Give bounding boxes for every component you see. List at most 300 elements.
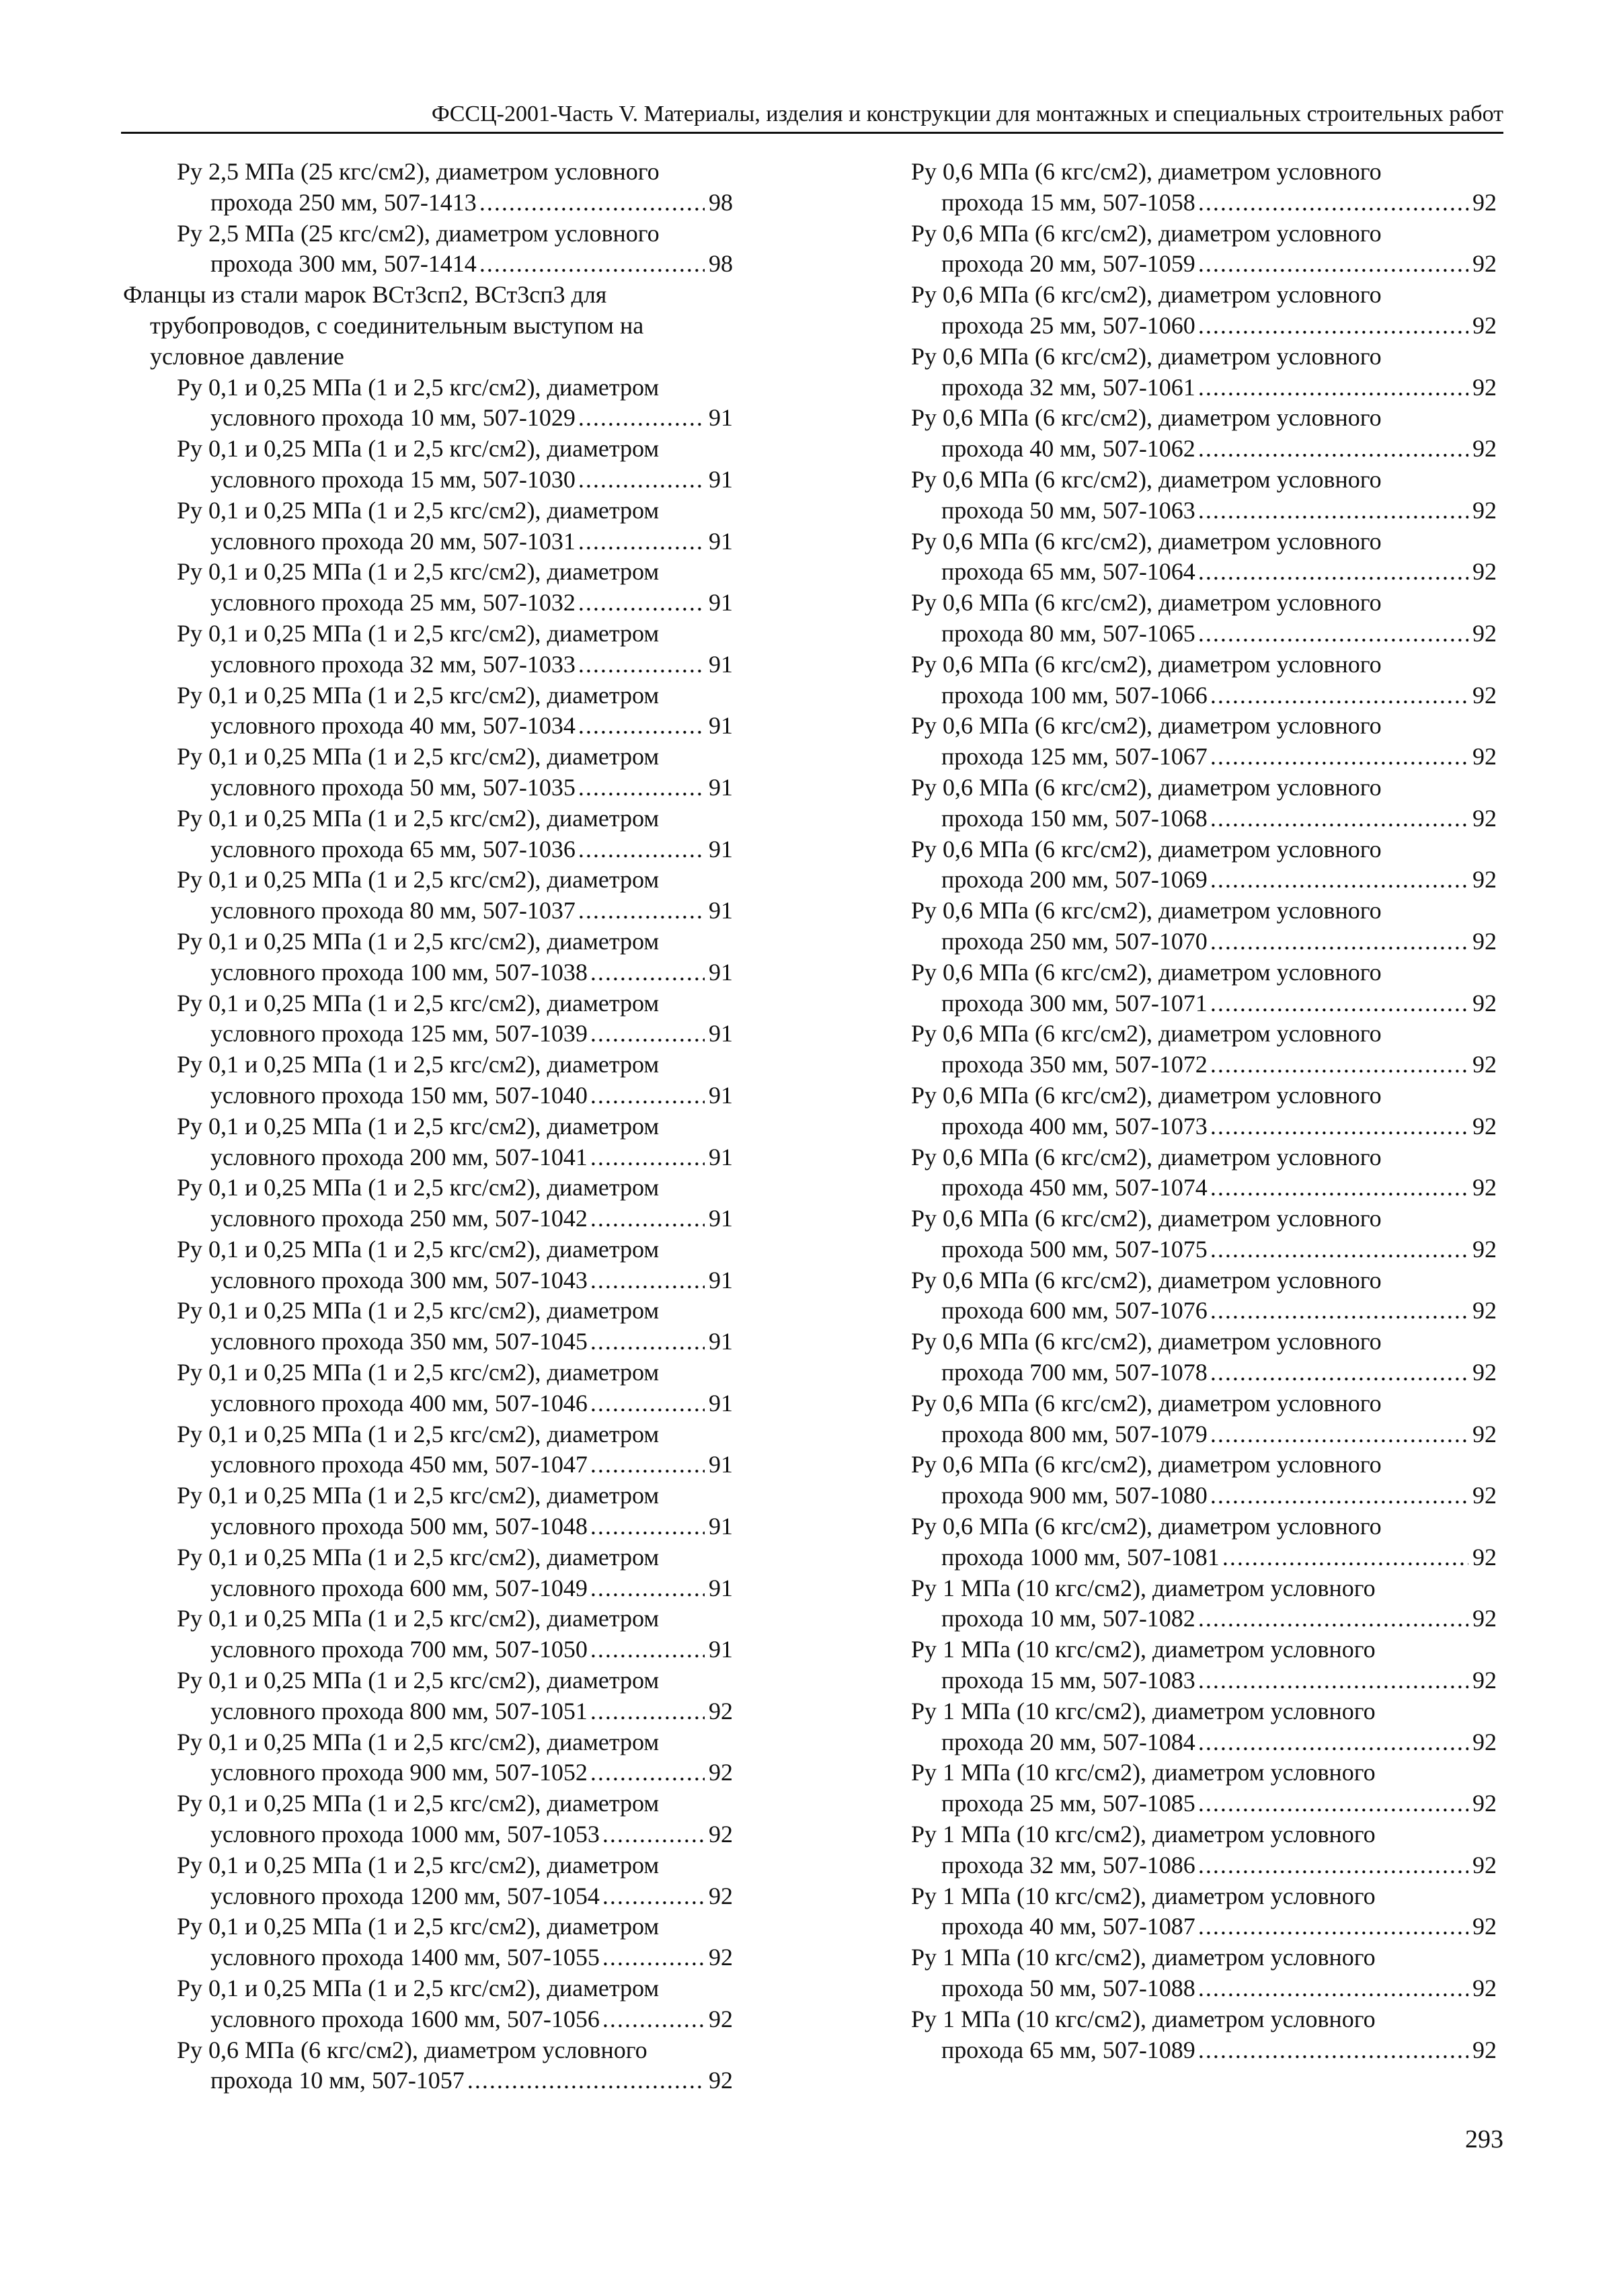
- index-entry-detail-text: прохода 15 мм, 507-1058: [941, 188, 1195, 216]
- dot-leader: [1210, 742, 1468, 773]
- index-entry: [901, 957, 1497, 1019]
- index-entry: [901, 1696, 1497, 1758]
- dot-leader: [1198, 2035, 1468, 2066]
- index-entry-page: 92: [1472, 1112, 1497, 1140]
- index-entry-page: 91: [709, 404, 733, 432]
- index-entry: [901, 773, 1497, 834]
- dot-leader: [590, 1203, 705, 1234]
- dot-leader: [590, 1142, 705, 1173]
- index-entry-title: Ру 0,6 МПа (6 кгс/см2), диаметром условного: [911, 835, 1382, 863]
- index-entry-detail-text: условного прохода 150 мм, 507-1040: [210, 1081, 588, 1109]
- index-entry: [901, 834, 1497, 896]
- index-entry-detail: [123, 2004, 733, 2035]
- index-entry-detail: [123, 1819, 733, 1850]
- index-entry-detail: [123, 834, 733, 865]
- index-entry: [123, 557, 733, 619]
- dot-leader: [578, 834, 705, 865]
- dot-leader: [602, 1881, 705, 1912]
- index-entry-detail-text: прохода 200 мм, 507-1069: [941, 866, 1208, 894]
- running-header: [121, 100, 1503, 134]
- dot-leader: [590, 1757, 705, 1788]
- index-entry-detail: [123, 2065, 733, 2096]
- index-entry-title: Ру 0,1 и 0,25 МПа (1 и 2,5 кгс/см2), диаметром: [177, 927, 660, 955]
- index-entry: [901, 1142, 1497, 1204]
- index-entry-page: 92: [1472, 1667, 1497, 1694]
- index-entry-detail: [901, 680, 1497, 711]
- index-entry-page: 92: [1472, 373, 1497, 401]
- index-entry-page: 92: [1472, 558, 1497, 586]
- index-entry-title: Ру 0,1 и 0,25 МПа (1 и 2,5 кгс/см2), диаметром: [177, 866, 660, 894]
- dot-leader: [1198, 434, 1468, 465]
- index-entry-title: Ру 0,6 МПа (6 кгс/см2), диаметром условного: [911, 527, 1382, 555]
- index-entry-title: Ру 0,6 МПа (6 кгс/см2), диаметром условного: [911, 1451, 1382, 1478]
- index-entry-detail-text: прохода 32 мм, 507-1086: [941, 1851, 1195, 1878]
- index-entry-detail: [123, 1142, 733, 1173]
- index-entry-page: 91: [709, 1513, 733, 1540]
- index-entry: [901, 1019, 1497, 1080]
- dot-leader: [1210, 1357, 1468, 1388]
- index-entry: [123, 619, 733, 680]
- index-entry-page: 91: [709, 1574, 733, 1601]
- index-entry-title: Ру 0,1 и 0,25 МПа (1 и 2,5 кгс/см2), диаметром: [177, 558, 660, 586]
- index-entry-detail-text: прохода 900 мм, 507-1080: [941, 1482, 1208, 1509]
- dot-leader: [590, 1450, 705, 1480]
- index-entry: [123, 865, 733, 926]
- dot-leader: [1210, 1050, 1468, 1080]
- dot-leader: [1210, 988, 1468, 1019]
- index-entry-page: 91: [709, 897, 733, 924]
- index-entry-title: Ру 0,6 МПа (6 кгс/см2), диаметром условного: [911, 773, 1382, 801]
- index-entry-page: 91: [709, 1451, 733, 1478]
- dot-leader: [1198, 557, 1468, 588]
- index-entry-page: 91: [709, 1266, 733, 1294]
- dot-leader: [1198, 1788, 1468, 1819]
- index-entry-detail: [901, 1604, 1497, 1634]
- index-entry-page: 92: [709, 1759, 733, 1786]
- index-entry-detail-text: прохода 800 мм, 507-1079: [941, 1420, 1208, 1448]
- index-entry-title: Ру 0,1 и 0,25 МПа (1 и 2,5 кгс/см2), диаметром: [177, 1420, 660, 1448]
- index-entry-title: Ру 0,1 и 0,25 МПа (1 и 2,5 кгс/см2), диаметром: [177, 1297, 660, 1324]
- index-entry-detail: [901, 865, 1497, 896]
- index-entry-title: Ру 0,1 и 0,25 МПа (1 и 2,5 кгс/см2), диаметром: [177, 435, 660, 463]
- index-entry-title: Ру 0,6 МПа (6 кгс/см2), диаметром условного: [911, 404, 1382, 432]
- index-entry-detail: [901, 1788, 1497, 1819]
- index-entry-detail: [123, 1019, 733, 1050]
- index-entry-detail: [123, 957, 733, 988]
- index-entry-title: Ру 0,1 и 0,25 МПа (1 и 2,5 кгс/см2), диаметром: [177, 1851, 660, 1878]
- index-entry-page: 91: [709, 835, 733, 863]
- index-entry-detail: [901, 1296, 1497, 1327]
- index-entry-title: Ру 0,6 МПа (6 кгс/см2), диаметром условного: [177, 2036, 647, 2063]
- index-entry-detail: [901, 1911, 1497, 1942]
- index-entry-detail: [901, 557, 1497, 588]
- index-entry-detail: [901, 2035, 1497, 2066]
- index-entry-title: Ру 0,1 и 0,25 МПа (1 и 2,5 кгс/см2), диаметром: [177, 1975, 660, 2002]
- index-entry-title: Ру 1 МПа (10 кгс/см2), диаметром условного: [911, 1821, 1376, 1848]
- index-entry: [123, 1727, 733, 1789]
- index-entry: [123, 1542, 733, 1604]
- dot-leader: [1198, 496, 1468, 526]
- index-entry-detail-text: прохода 20 мм, 507-1059: [941, 250, 1195, 278]
- index-entry-detail: [123, 1511, 733, 1542]
- index-entry-detail: [901, 1973, 1497, 2004]
- index-entry-detail-text: условного прохода 1600 мм, 507-1056: [210, 2005, 600, 2032]
- index-entry-title: Ру 0,6 МПа (6 кгс/см2), диаметром условного: [911, 1143, 1382, 1171]
- index-entry-detail: [123, 1573, 733, 1604]
- index-entry-detail: [901, 1727, 1497, 1758]
- index-entry-title: Ру 0,1 и 0,25 МПа (1 и 2,5 кгс/см2), диаметром: [177, 496, 660, 524]
- index-entry-page: 91: [709, 773, 733, 801]
- index-entry-detail: [123, 1942, 733, 1973]
- index-entry: [123, 1665, 733, 1727]
- index-entry-page: 92: [1472, 866, 1497, 894]
- index-entry-detail-text: условного прохода 50 мм, 507-1035: [210, 773, 576, 801]
- dot-leader: [479, 249, 705, 280]
- index-entry-page: 91: [709, 1020, 733, 1047]
- index-entry-detail: [123, 1696, 733, 1727]
- index-entry-page: 92: [1472, 1235, 1497, 1263]
- index-entry-page: 91: [709, 1389, 733, 1417]
- index-entry-page: 92: [1472, 989, 1497, 1017]
- index-column-left: [123, 157, 733, 2096]
- index-entry-page: 92: [1472, 2036, 1497, 2063]
- index-entry-detail: [123, 1881, 733, 1912]
- index-entry-detail-text: прохода 80 мм, 507-1065: [941, 619, 1195, 647]
- index-entry-detail: [901, 311, 1497, 342]
- index-entry-detail: [901, 249, 1497, 280]
- index-entry-title: Ру 0,1 и 0,25 МПа (1 и 2,5 кгс/см2), диаметром: [177, 1913, 660, 1940]
- index-entry-page: 92: [709, 1821, 733, 1848]
- index-entry-detail-text: условного прохода 80 мм, 507-1037: [210, 897, 576, 924]
- index-entry-detail: [901, 742, 1497, 773]
- index-entry: [901, 1388, 1497, 1450]
- index-entry: [123, 1234, 733, 1296]
- index-entry-title: Ру 1 МПа (10 кгс/см2), диаметром условного: [911, 1759, 1376, 1786]
- index-entry-detail-text: прохода 65 мм, 507-1089: [941, 2036, 1195, 2063]
- index-entry-detail: [901, 1357, 1497, 1388]
- index-entry-title: Ру 0,1 и 0,25 МПа (1 и 2,5 кгс/см2), диаметром: [177, 1235, 660, 1263]
- index-entry-title: Ру 0,1 и 0,25 МПа (1 и 2,5 кгс/см2), диаметром: [177, 619, 660, 647]
- index-entry: [901, 1573, 1497, 1635]
- dot-leader: [578, 773, 705, 803]
- index-entry-detail-text: прохода 10 мм, 507-1057: [210, 2067, 465, 2094]
- index-entry-page: 91: [709, 712, 733, 740]
- index-entry-page: 92: [1472, 311, 1497, 339]
- index-entry-detail-text: прохода 1000 мм, 507-1081: [941, 1543, 1220, 1571]
- index-entry-detail: [901, 1850, 1497, 1881]
- index-entry-page: 91: [709, 1081, 733, 1109]
- index-entry-title: Ру 0,6 МПа (6 кгс/см2), диаметром условного: [911, 712, 1382, 740]
- index-entry-title: Ру 0,6 МПа (6 кгс/см2), диаметром условного: [911, 650, 1382, 678]
- index-entry-detail: [901, 434, 1497, 465]
- index-entry-detail-text: условного прохода 10 мм, 507-1029: [210, 404, 576, 432]
- index-entry: [123, 926, 733, 988]
- index-entry-title: Ру 1 МПа (10 кгс/см2), диаметром условного: [911, 1882, 1376, 1909]
- index-entry: [901, 1327, 1497, 1388]
- index-entry-detail-text: условного прохода 125 мм, 507-1039: [210, 1020, 588, 1047]
- index-entry: [901, 1511, 1497, 1573]
- index-entry-detail-text: условного прохода 15 мм, 507-1030: [210, 465, 576, 493]
- index-entry-title: Ру 0,6 МПа (6 кгс/см2), диаметром условного: [911, 158, 1382, 185]
- index-entry-title: Ру 1 МПа (10 кгс/см2), диаметром условного: [911, 2005, 1376, 2032]
- index-entry-detail: [123, 588, 733, 619]
- dot-leader: [590, 1327, 705, 1357]
- index-entry: [123, 1357, 733, 1419]
- index-entry-detail-text: условного прохода 25 мм, 507-1032: [210, 589, 576, 617]
- index-entry-title: Ру 1 МПа (10 кгс/см2), диаметром условного: [911, 1697, 1376, 1725]
- index-entry: [123, 496, 733, 557]
- dot-leader: [590, 1019, 705, 1050]
- dot-leader: [578, 465, 705, 496]
- index-entry-detail-text: прохода 700 мм, 507-1078: [941, 1359, 1208, 1386]
- dot-leader: [1198, 1665, 1468, 1696]
- index-entry-detail-text: прохода 125 мм, 507-1067: [941, 743, 1208, 770]
- index-entry-detail: [901, 372, 1497, 403]
- index-entry: [123, 1911, 733, 1973]
- index-entry: [123, 219, 733, 280]
- index-entry: [123, 434, 733, 496]
- index-entry-detail-text: прохода 20 мм, 507-1084: [941, 1728, 1195, 1755]
- dot-leader: [1210, 926, 1468, 957]
- index-entry-detail: [901, 803, 1497, 834]
- index-entry: [901, 649, 1497, 711]
- index-entry-detail-text: условного прохода 65 мм, 507-1036: [210, 835, 576, 863]
- dot-leader: [467, 2065, 705, 2096]
- index-entry-title: Ру 0,1 и 0,25 МПа (1 и 2,5 кгс/см2), диаметром: [177, 1482, 660, 1509]
- index-entry-detail-text: прохода 25 мм, 507-1085: [941, 1790, 1195, 1817]
- index-entry: [123, 742, 733, 803]
- dot-leader: [1210, 1111, 1468, 1142]
- index-entry-detail: [123, 773, 733, 803]
- index-entry-detail: [901, 1050, 1497, 1080]
- dot-leader: [590, 1265, 705, 1296]
- index-entry-detail: [901, 1234, 1497, 1265]
- index-entry-detail: [123, 249, 733, 280]
- index-entry-detail-text: условного прохода 200 мм, 507-1041: [210, 1143, 588, 1171]
- index-entry-detail-text: прохода 150 мм, 507-1068: [941, 804, 1208, 832]
- index-section-heading-line: условное давление: [150, 342, 344, 370]
- index-entry-title: Ру 0,6 МПа (6 кгс/см2), диаметром условного: [911, 342, 1382, 370]
- index-entry: [901, 1265, 1497, 1327]
- index-entry-detail-text: прохода 32 мм, 507-1061: [941, 373, 1195, 401]
- index-entry-detail: [123, 1080, 733, 1111]
- index-entry: [123, 803, 733, 865]
- dot-leader: [590, 957, 705, 988]
- index-entry-page: 92: [1472, 927, 1497, 955]
- index-entry-detail: [123, 1634, 733, 1665]
- index-entry-detail-text: условного прохода 1000 мм, 507-1053: [210, 1821, 600, 1848]
- index-entry-page: 91: [709, 465, 733, 493]
- index-entry-page: 92: [1472, 681, 1497, 709]
- dot-leader: [590, 1696, 705, 1727]
- dot-leader: [602, 1819, 705, 1850]
- index-entry-page: 92: [1472, 188, 1497, 216]
- index-entry-detail-text: условного прохода 300 мм, 507-1043: [210, 1266, 588, 1294]
- dot-leader: [578, 896, 705, 926]
- index-entry-page: 92: [1472, 1913, 1497, 1940]
- index-entry-page: 92: [1472, 1543, 1497, 1571]
- index-entry-title: Ру 0,1 и 0,25 МПа (1 и 2,5 кгс/см2), диаметром: [177, 1605, 660, 1632]
- index-entry-detail-text: прохода 10 мм, 507-1082: [941, 1605, 1195, 1632]
- index-entry-title: Ру 0,6 МПа (6 кгс/см2), диаметром условного: [911, 958, 1382, 986]
- dot-leader: [1210, 1296, 1468, 1327]
- index-entry-detail-text: прохода 25 мм, 507-1060: [941, 311, 1195, 339]
- index-entry-detail: [123, 649, 733, 680]
- index-entry-page: 91: [709, 527, 733, 555]
- index-entry-detail: [123, 711, 733, 742]
- running-header-title: ФССЦ-2001-Часть V. Материалы, изделия и конструкции для монтажных и специальных строительных работ: [431, 102, 1503, 126]
- index-entry-page: 92: [1472, 743, 1497, 770]
- index-entry-detail-text: прохода 250 мм, 507-1413: [210, 188, 477, 216]
- index-entry: [901, 1819, 1497, 1881]
- index-entry-title: Ру 0,6 МПа (6 кгс/см2), диаметром условного: [911, 1020, 1382, 1047]
- index-entry-detail-text: прохода 400 мм, 507-1073: [941, 1112, 1208, 1140]
- index-entry: [123, 1604, 733, 1665]
- index-entry-page: 91: [709, 1205, 733, 1232]
- index-entry: [123, 1050, 733, 1111]
- index-entry-detail: [123, 188, 733, 219]
- index-entry: [123, 1850, 733, 1912]
- index-entry-detail-text: прохода 250 мм, 507-1070: [941, 927, 1208, 955]
- index-entry-detail: [901, 1173, 1497, 1203]
- dot-leader: [578, 711, 705, 742]
- index-entry-detail: [123, 1388, 733, 1419]
- index-entry-detail-text: прохода 100 мм, 507-1066: [941, 681, 1208, 709]
- dot-leader: [590, 1511, 705, 1542]
- index-entry-title: Ру 0,6 МПа (6 кгс/см2), диаметром условного: [911, 1389, 1382, 1417]
- index-entry-title: Ру 0,1 и 0,25 МПа (1 и 2,5 кгс/см2), диаметром: [177, 681, 660, 709]
- index-entry-title: Ру 0,1 и 0,25 МПа (1 и 2,5 кгс/см2), диаметром: [177, 1112, 660, 1140]
- dot-leader: [1222, 1542, 1468, 1573]
- index-entry-title: Ру 1 МПа (10 кгс/см2), диаметром условного: [911, 1636, 1376, 1663]
- index-entry-title: Ру 0,1 и 0,25 МПа (1 и 2,5 кгс/см2), диаметром: [177, 1728, 660, 1755]
- index-entry-detail-text: прохода 350 мм, 507-1072: [941, 1051, 1208, 1078]
- index-entry: [901, 465, 1497, 526]
- index-entry-detail-text: прохода 50 мм, 507-1063: [941, 496, 1195, 524]
- index-entry-page: 92: [1472, 1605, 1497, 1632]
- index-entry: [901, 1942, 1497, 2004]
- index-entry-page: 98: [709, 188, 733, 216]
- index-entry-detail-text: прохода 450 мм, 507-1074: [941, 1174, 1208, 1201]
- index-entry-detail: [901, 1111, 1497, 1142]
- index-entry-detail: [123, 1265, 733, 1296]
- index-entry-detail: [123, 1327, 733, 1357]
- index-entry: [123, 1419, 733, 1481]
- index-entry-detail: [123, 1757, 733, 1788]
- index-entry-title: Ру 0,1 и 0,25 МПа (1 и 2,5 кгс/см2), диаметром: [177, 1667, 660, 1694]
- index-entry-page: 92: [1472, 1174, 1497, 1201]
- index-entry: [901, 896, 1497, 957]
- index-entry-title: Ру 0,6 МПа (6 кгс/см2), диаметром условного: [911, 281, 1382, 309]
- index-entry-page: 92: [1472, 250, 1497, 278]
- dot-leader: [1198, 249, 1468, 280]
- index-entry-page: 91: [709, 1143, 733, 1171]
- index-entry-detail: [901, 619, 1497, 649]
- index-section-heading: [123, 280, 733, 372]
- index-entry: [901, 1203, 1497, 1265]
- index-entry-title: Ру 0,1 и 0,25 МПа (1 и 2,5 кгс/см2), диаметром: [177, 1174, 660, 1201]
- dot-leader: [1210, 1480, 1468, 1511]
- index-entry-page: 92: [1472, 619, 1497, 647]
- index-entry-detail-text: условного прохода 32 мм, 507-1033: [210, 650, 576, 678]
- index-entry-title: Ру 1 МПа (10 кгс/см2), диаметром условного: [911, 1944, 1376, 1971]
- index-entry-page: 92: [1472, 1297, 1497, 1324]
- index-entry: [901, 588, 1497, 649]
- index-entry-page: 92: [1472, 1359, 1497, 1386]
- index-entry: [901, 1080, 1497, 1142]
- index-entry: [901, 1634, 1497, 1696]
- index-entry-title: Ру 2,5 МПа (25 кгс/см2), диаметром условного: [177, 219, 660, 247]
- dot-leader: [1198, 188, 1468, 219]
- index-entry: [901, 711, 1497, 773]
- index-entry-title: Ру 0,6 МПа (6 кгс/см2), диаметром условного: [911, 1328, 1382, 1355]
- dot-leader: [1198, 1727, 1468, 1758]
- index-entry: [901, 1757, 1497, 1819]
- dot-leader: [1210, 680, 1468, 711]
- dot-leader: [1198, 1604, 1468, 1634]
- index-entry-title: Ру 0,1 и 0,25 МПа (1 и 2,5 кгс/см2), диаметром: [177, 804, 660, 832]
- dot-leader: [479, 188, 705, 219]
- index-entry-detail-text: условного прохода 450 мм, 507-1047: [210, 1451, 588, 1478]
- index-entry-page: 92: [709, 1944, 733, 1971]
- index-entry-detail: [123, 896, 733, 926]
- index-entry-page: 92: [1472, 435, 1497, 463]
- dot-leader: [1210, 1234, 1468, 1265]
- dot-leader: [590, 1388, 705, 1419]
- index-entry-detail-text: прохода 15 мм, 507-1083: [941, 1667, 1195, 1694]
- index-entry-page: 91: [709, 1328, 733, 1355]
- index-entry-detail-text: прохода 50 мм, 507-1088: [941, 1975, 1195, 2002]
- index-entry-detail-text: прохода 300 мм, 507-1414: [210, 250, 477, 278]
- index-entry-detail: [901, 1480, 1497, 1511]
- index-entry-title: Ру 1 МПа (10 кгс/см2), диаметром условного: [911, 1574, 1376, 1601]
- index-entry-detail: [123, 403, 733, 434]
- dot-leader: [1198, 372, 1468, 403]
- index-entry-detail: [901, 1419, 1497, 1450]
- dot-leader: [1198, 1911, 1468, 1942]
- dot-leader: [578, 403, 705, 434]
- index-entry-title: Ру 2,5 МПа (25 кгс/см2), диаметром условного: [177, 158, 660, 185]
- index-entry-page: 91: [709, 589, 733, 617]
- index-entry: [901, 2004, 1497, 2066]
- dot-leader: [590, 1080, 705, 1111]
- index-entry-detail: [123, 1450, 733, 1480]
- index-entry-title: Ру 0,6 МПа (6 кгс/см2), диаметром условного: [911, 1513, 1382, 1540]
- index-entry-detail-text: условного прохода 40 мм, 507-1034: [210, 712, 576, 740]
- index-entry: [123, 372, 733, 434]
- index-entry: [123, 988, 733, 1050]
- index-entry-detail-text: условного прохода 20 мм, 507-1031: [210, 527, 576, 555]
- dot-leader: [578, 588, 705, 619]
- index-entry-detail: [901, 1665, 1497, 1696]
- index-entry-detail-text: условного прохода 700 мм, 507-1050: [210, 1636, 588, 1663]
- index-entry: [123, 1480, 733, 1542]
- index-section-heading-line: Фланцы из стали марок ВСт3сп2, ВСт3сп3 для: [123, 281, 607, 309]
- dot-leader: [590, 1573, 705, 1604]
- dot-leader: [1198, 1850, 1468, 1881]
- index-entry-title: Ру 0,1 и 0,25 МПа (1 и 2,5 кгс/см2), диаметром: [177, 1051, 660, 1078]
- index-entry: [123, 680, 733, 742]
- dot-leader: [1198, 311, 1468, 342]
- dot-leader: [1210, 865, 1468, 896]
- index-entry: [901, 1881, 1497, 1943]
- index-entry: [123, 2035, 733, 2097]
- index-entry-title: Ру 0,6 МПа (6 кгс/см2), диаметром условного: [911, 1266, 1382, 1294]
- index-entry-detail: [901, 496, 1497, 526]
- dot-leader: [1198, 1973, 1468, 2004]
- dot-leader: [1210, 1173, 1468, 1203]
- index-entry-detail-text: прохода 40 мм, 507-1087: [941, 1913, 1195, 1940]
